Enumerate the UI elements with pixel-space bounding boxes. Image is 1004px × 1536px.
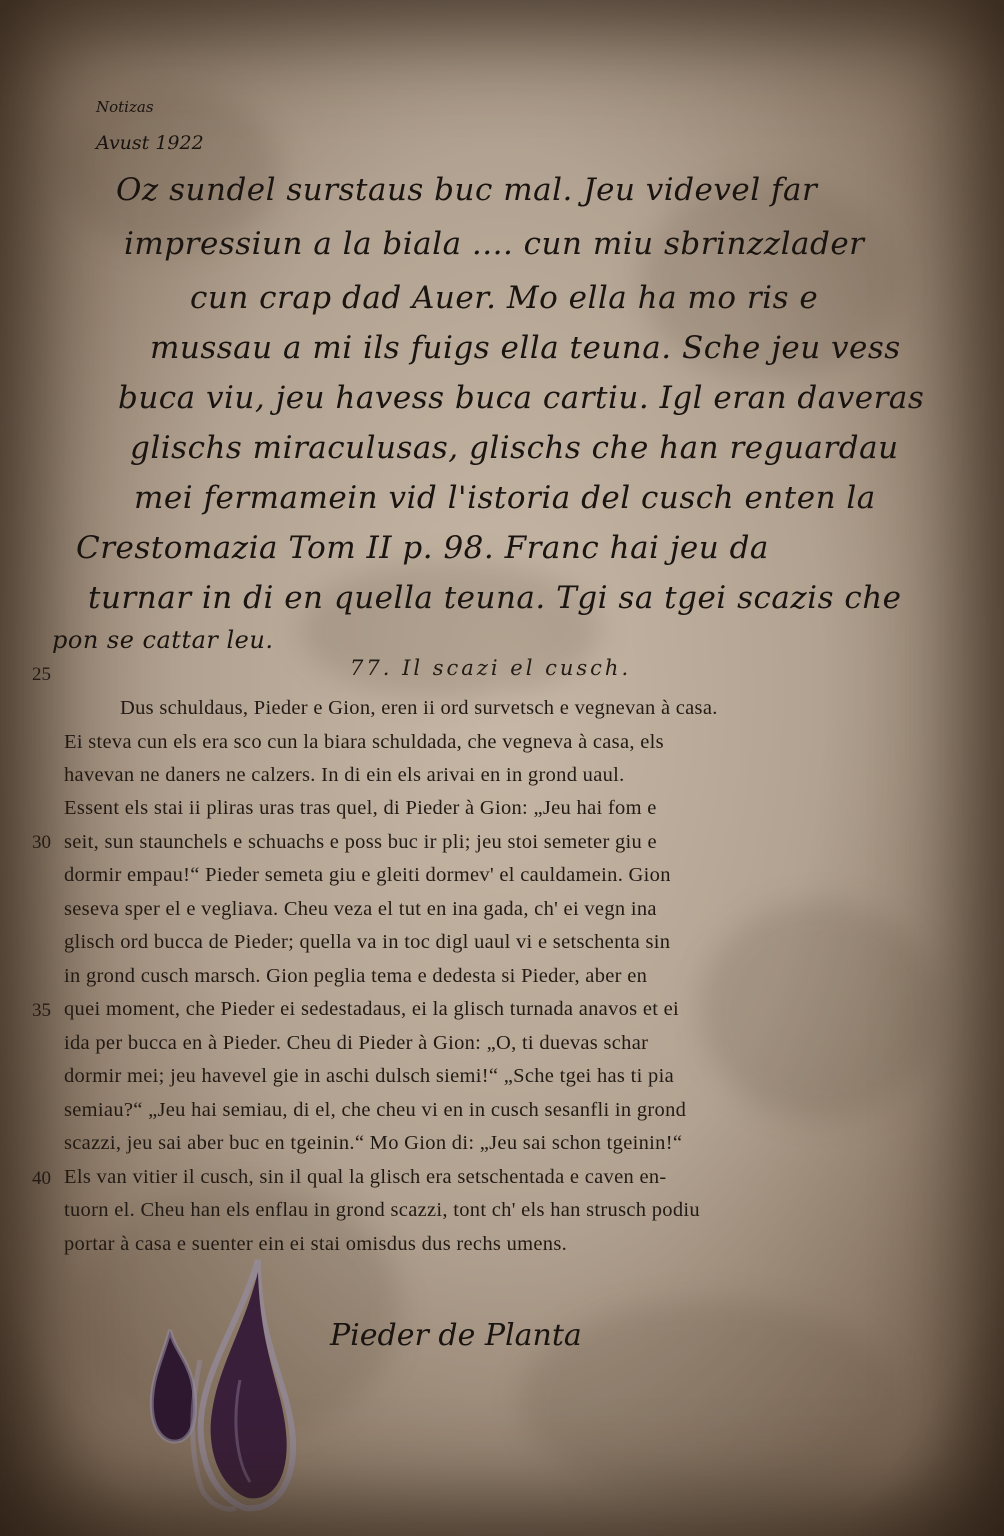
note-header-date: Avust 1922 xyxy=(96,132,204,154)
note-line: glischs miraculusas, glischs che han reguardau xyxy=(130,430,899,466)
story-line: in grond cusch marsch. Gion peglia tema e dedesta si Pieder, aber en xyxy=(64,965,648,987)
line-number: 25 xyxy=(32,664,51,685)
story-line: dormir mei; jeu havevel gie in aschi dulsch siemi!“ „Sche tgei has ti pia xyxy=(64,1065,674,1087)
story-line: seit, sun staunchels e schuachs e poss buc ir pli; jeu stoi semeter giu e xyxy=(64,831,657,853)
paper-stain xyxy=(700,900,940,1120)
story-line: havevan ne daners ne calzers. In di ein els arivai en in grond uaul. xyxy=(64,764,625,786)
story-line: glisch ord bucca de Pieder; quella va in toc digl uaul vi e setschenta sin xyxy=(64,931,671,953)
note-line: cun crap dad Auer. Mo ella ha mo ris e xyxy=(190,280,819,316)
note-line: Crestomazia Tom II p. 98. Franc hai jeu da xyxy=(76,530,769,566)
story-line: dormir empau!“ Pieder semeta giu e gleiti dormev' el cauldamein. Gion xyxy=(64,864,671,886)
note-line: turnar in di en quella teuna. Tgi sa tgei scazis che xyxy=(88,580,902,616)
note-line: buca viu, jeu havess buca cartiu. Igl eran daveras xyxy=(118,380,925,416)
story-line: tuorn el. Cheu han els enflau in grond scazzi, tont ch' els han strusch podiu xyxy=(64,1199,700,1221)
story-line: ida per bucca en à Pieder. Cheu di Pieder à Gion: „O, ti duevas schar xyxy=(64,1032,649,1054)
story-line: scazzi, jeu sai aber buc en tgeinin.“ Mo Gion di: „Jeu sai schon tgeinin!“ xyxy=(64,1132,683,1154)
signature: Pieder de Planta xyxy=(330,1318,582,1353)
story-line: Essent els stai ii pliras uras tras quel, di Pieder à Gion: „Jeu hai fom e xyxy=(64,797,657,819)
note-line: mussau a mi ils fuigs ella teuna. Sche jeu vess xyxy=(150,330,901,366)
line-number: 40 xyxy=(32,1168,51,1189)
story-line: quei moment, che Pieder ei sedestadaus, ei la glisch turnada anavos et ei xyxy=(64,998,680,1020)
note-header-title: Notizas xyxy=(96,98,154,116)
story-line: Ei steva cun els era sco cun la biara schuldada, che vegneva à casa, els xyxy=(64,731,664,753)
story-line: seseva sper el e vegliava. Cheu veza el tut en ina gada, ch' ei vegn ina xyxy=(64,898,657,920)
story-line: Dus schuldaus, Pieder e Gion, eren ii ord survetsch e vegnevan à casa. xyxy=(120,697,718,719)
note-line: impressiun a la biala .... cun miu sbrinzzlader xyxy=(124,226,865,262)
note-line: pon se cattar leu. xyxy=(52,626,274,654)
line-number: 30 xyxy=(32,832,51,853)
purple-flame-icon xyxy=(140,1250,300,1520)
story-line: portar à casa e suenter ein ei stai omisdus dus rechs umens. xyxy=(64,1233,568,1255)
line-number: 35 xyxy=(32,1000,51,1021)
story-line: semiau?“ „Jeu hai semiau, di el, che cheu vi en in cusch sesanfli in grond xyxy=(64,1099,687,1121)
story-title: 77. Il scazi el cusch. xyxy=(350,656,632,680)
note-line: Oz sundel surstaus buc mal. Jeu videvel far xyxy=(116,172,818,208)
story-line: Els van vitier il cusch, sin il qual la glisch era setschentada e caven en- xyxy=(64,1166,667,1188)
note-line: mei fermamein vid l'istoria del cusch enten la xyxy=(134,480,876,516)
